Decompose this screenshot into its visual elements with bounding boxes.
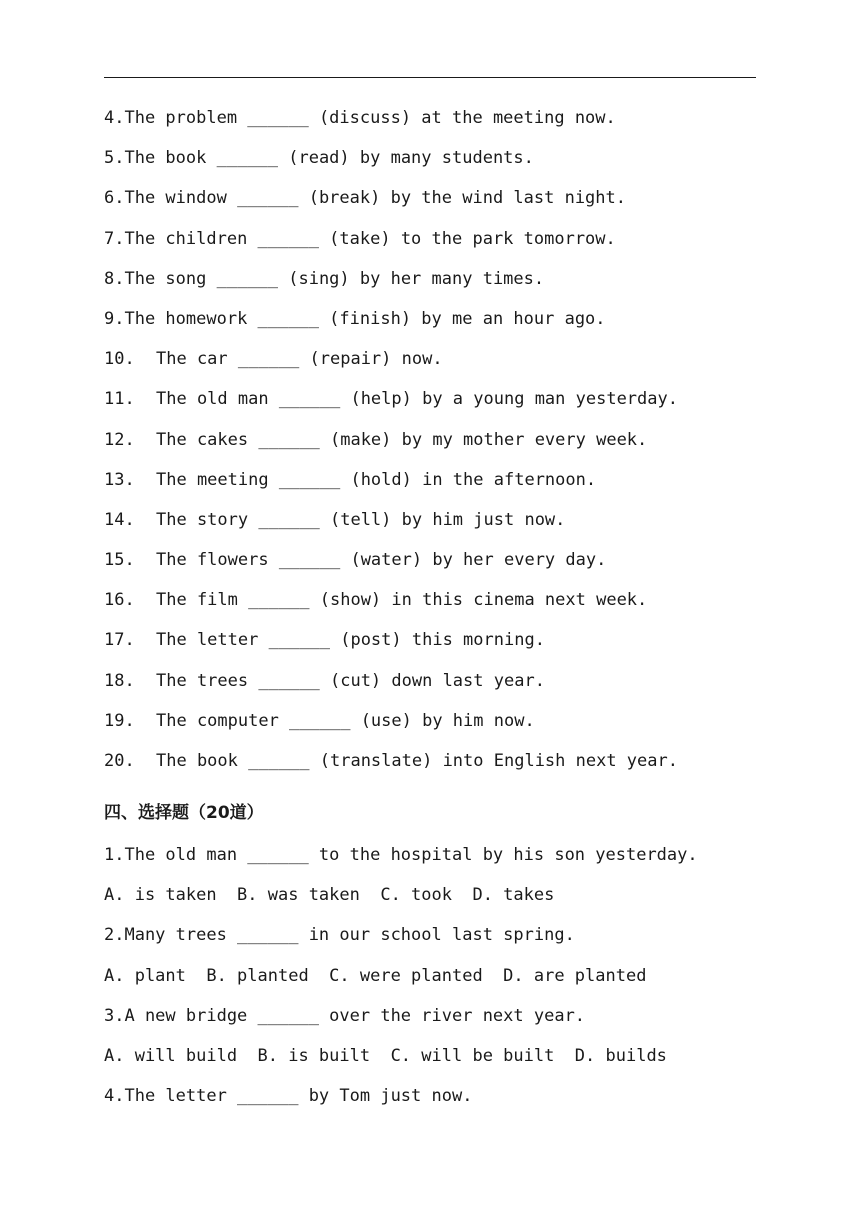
item-number: 15. — [104, 550, 135, 571]
item-text: The cakes ______ (make) by my mother every week. — [156, 429, 648, 450]
list-item — [104, 305, 756, 345]
list-item — [104, 265, 756, 305]
item-number: 13. — [104, 469, 135, 490]
question-text: 2.Many trees ______ in our school last spring. — [104, 925, 575, 946]
list-item — [104, 144, 756, 184]
item-number: 8. — [104, 268, 125, 289]
item-text: The children ______ (take) to the park tomorrow. — [124, 228, 616, 249]
list-item — [104, 385, 756, 425]
item-text: The trees ______ (cut) down last year. — [156, 670, 545, 691]
list-item — [104, 104, 756, 144]
item-text: The song ______ (sing) by her many times. — [124, 268, 545, 289]
list-item — [104, 747, 756, 787]
list-item — [104, 345, 756, 385]
item-number: 9. — [104, 308, 125, 329]
list-item — [104, 184, 756, 224]
fill-blank-list — [104, 104, 756, 787]
question-text: 3.A new bridge ______ over the river next year. — [104, 1005, 586, 1026]
item-text: The letter ______ (post) this morning. — [156, 630, 545, 651]
header-rule — [104, 77, 756, 78]
item-text: The story ______ (tell) by him just now. — [156, 509, 566, 530]
item-number: 14. — [104, 509, 135, 530]
list-item — [104, 586, 756, 626]
item-text: The book ______ (read) by many students. — [124, 148, 534, 169]
item-text: The window ______ (break) by the wind last night. — [124, 188, 626, 209]
multiple-choice-list — [104, 841, 784, 1122]
item-number: 20. — [104, 751, 135, 771]
item-text: The computer ______ (use) by him now. — [156, 710, 535, 731]
answer-options: A. will build B. is built C. will be built D. builds — [104, 1045, 667, 1066]
section-heading: 四、选择题（20道） — [104, 803, 264, 823]
item-text: The homework ______ (finish) by me an hour ago. — [124, 308, 606, 329]
item-number: 7. — [104, 228, 125, 249]
list-item — [104, 546, 756, 586]
item-text: The problem ______ (discuss) at the meeting now. — [124, 108, 616, 128]
list-item — [104, 225, 756, 265]
item-text: The old man ______ (help) by a young man yesterday. — [156, 389, 678, 410]
item-text: The car ______ (repair) now. — [156, 349, 443, 370]
item-number: 5. — [104, 148, 125, 169]
list-item — [104, 626, 756, 666]
list-item — [104, 426, 756, 466]
answer-options: A. is taken B. was taken C. took D. takes — [104, 885, 555, 906]
item-number: 10. — [104, 349, 135, 370]
answer-options: A. plant B. planted C. were planted D. are planted — [104, 965, 647, 986]
question-text: 4.The letter ______ by Tom just now. — [104, 1086, 473, 1107]
item-number: 4. — [104, 108, 125, 128]
item-number: 19. — [104, 710, 135, 731]
item-number: 18. — [104, 670, 135, 691]
item-text: The flowers ______ (water) by her every day. — [156, 550, 607, 571]
list-item — [104, 667, 756, 707]
list-item — [104, 466, 756, 506]
item-text: The meeting ______ (hold) in the afternoon. — [156, 469, 597, 490]
list-item — [104, 506, 756, 546]
item-number: 17. — [104, 630, 135, 651]
list-item — [104, 707, 756, 747]
item-number: 12. — [104, 429, 135, 450]
item-text: The book ______ (translate) into English next year. — [156, 751, 678, 771]
question-text: 1.The old man ______ to the hospital by his son yesterday. — [104, 845, 698, 865]
item-number: 16. — [104, 590, 135, 611]
item-text: The film ______ (show) in this cinema next week. — [156, 590, 648, 611]
item-number: 6. — [104, 188, 125, 209]
item-number: 11. — [104, 389, 135, 410]
